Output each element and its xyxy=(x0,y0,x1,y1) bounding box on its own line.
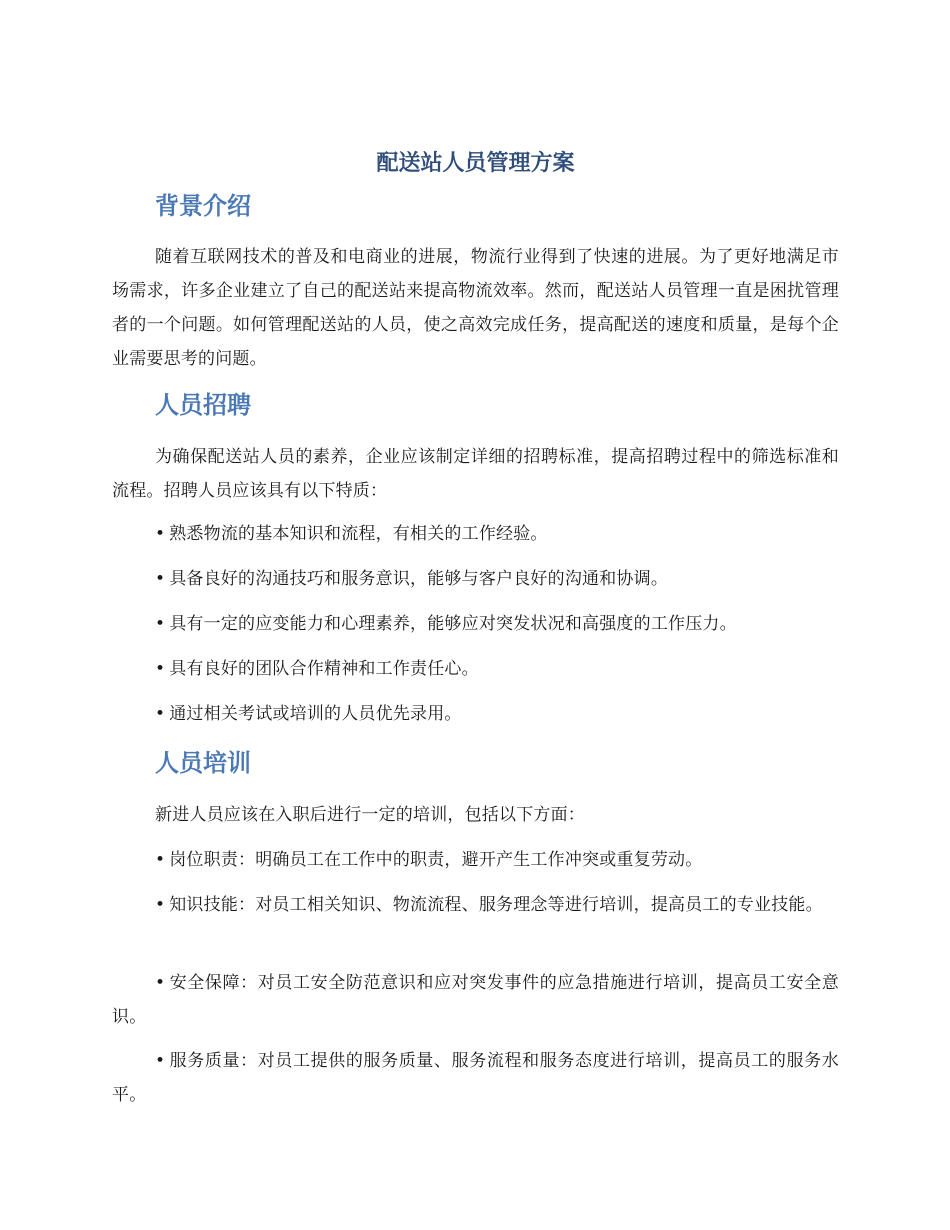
training-intro: 新进人员应该在入职后进行一定的培训，包括以下方面： xyxy=(155,805,585,825)
section-heading-training: 人员培训 xyxy=(155,749,251,777)
background-paragraph: 随着互联网技术的普及和电商业的进展，物流行业得到了快速的进展。为了更好地满足市场需求，许多企业建立了自己的配送站来提高物流效率。然而，配送站人员管理一直是困扰管理者的一个问题。如何管理配送站的人员，使之高效完成任务，提高配送的速度和质量，是每个企业需要思考的问题。 xyxy=(112,247,839,369)
bullet-text: 具有一定的应变能力和心理素养，能够应对突发状况和高强度的工作压力。 xyxy=(169,614,737,634)
bullet-text: 岗位职责：明确员工在工作中的职责，避开产生工作冲突或重复劳动。 xyxy=(169,850,703,870)
training-bullet xyxy=(112,966,839,1034)
bullet-text: 具有良好的团队合作精神和工作责任心。 xyxy=(169,659,479,679)
recruitment-intro: 为确保配送站人员的素养，企业应该制定详细的招聘标准，提高招聘过程中的筛选标准和流程。招聘人员应该具有以下特质： xyxy=(112,447,839,501)
section-heading-background: 背景介绍 xyxy=(155,192,251,220)
recruitment-bullet xyxy=(112,607,839,641)
section-heading-recruitment: 人员招聘 xyxy=(155,391,251,419)
bullet-dot: • xyxy=(155,895,166,915)
recruitment-bullet xyxy=(112,517,839,551)
bullet-dot: • xyxy=(155,659,166,679)
bullet-dot: • xyxy=(155,850,166,870)
bullet-text: 安全保障：对员工安全防范意识和应对突发事件的应急措施进行培训，提高员工安全意识。 xyxy=(112,973,839,1027)
bullet-text: 服务质量：对员工提供的服务质量、服务流程和服务态度进行培训，提高员工的服务水平。 xyxy=(112,1051,839,1105)
recruitment-bullet xyxy=(112,562,839,596)
bullet-dot: • xyxy=(155,973,166,993)
bullet-dot: • xyxy=(155,704,166,724)
bullet-text: 知识技能：对员工相关知识、物流流程、服务理念等进行培训，提高员工的专业技能。 xyxy=(169,895,823,915)
training-bullet xyxy=(112,843,839,877)
bullet-dot: • xyxy=(155,524,166,544)
bullet-text: 具备良好的沟通技巧和服务意识，能够与客户良好的沟通和协调。 xyxy=(169,569,669,589)
bullet-text: 通过相关考试或培训的人员优先录用。 xyxy=(169,704,462,724)
bullet-dot: • xyxy=(155,1051,166,1071)
recruitment-bullet xyxy=(112,697,839,731)
recruitment-bullet xyxy=(112,652,839,686)
bullet-dot: • xyxy=(155,614,166,634)
training-bullet xyxy=(112,1044,839,1112)
bullet-dot: • xyxy=(155,569,166,589)
training-bullet xyxy=(112,888,839,922)
bullet-text: 熟悉物流的基本知识和流程，有相关的工作经验。 xyxy=(169,524,548,544)
document-title: 配送站人员管理方案 xyxy=(376,151,575,176)
